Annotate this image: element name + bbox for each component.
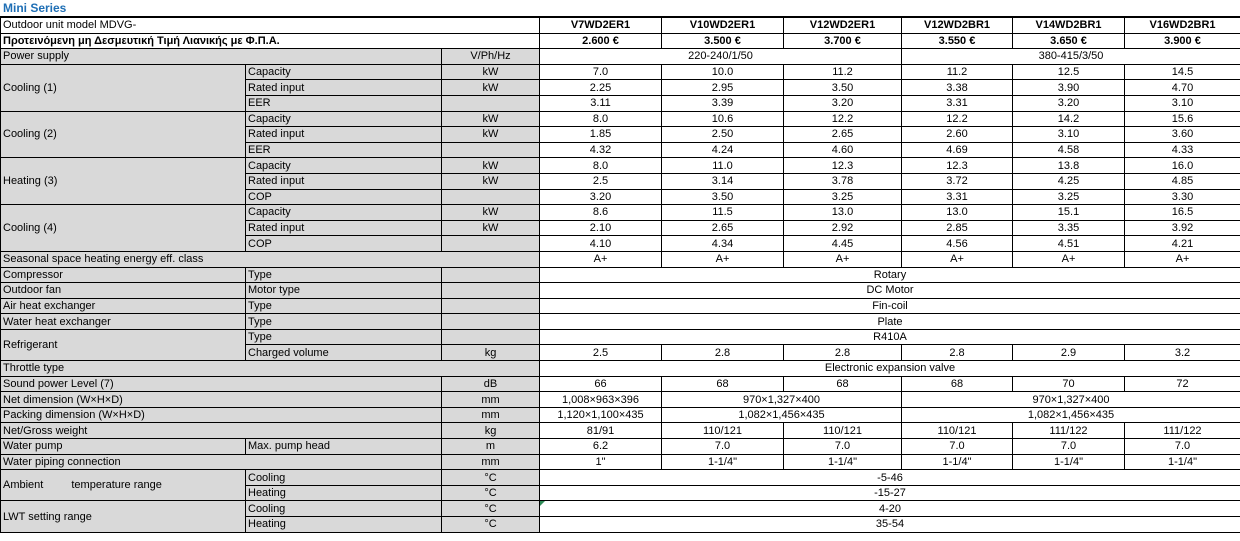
weight-unit: kg (442, 423, 540, 439)
metric-unit: kW (442, 205, 540, 221)
metric-value: 12.5 (1013, 64, 1125, 80)
metric-value: 1.85 (540, 127, 662, 143)
pump-sub: Max. pump head (246, 439, 442, 455)
compressor-value: Rotary (540, 267, 1240, 283)
ambient-heating-label: Heating (246, 485, 442, 501)
weight-value: 111/122 (1013, 423, 1125, 439)
metric-value: 8.0 (540, 158, 662, 174)
power-unit: V/Ph/Hz (442, 49, 540, 65)
metric-unit: kW (442, 111, 540, 127)
metric-value: 4.25 (1013, 173, 1125, 189)
metric-value: 3.20 (540, 189, 662, 205)
model-name: V12WD2ER1 (784, 18, 902, 34)
metric-value: 11.2 (784, 64, 902, 80)
piping-value: 1-1/4" (1125, 454, 1240, 470)
metric-value: 4.85 (1125, 173, 1240, 189)
metric-value: 2.95 (662, 80, 784, 96)
charge-value: 2.8 (662, 345, 784, 361)
price-value: 3.700 € (784, 33, 902, 49)
fan-sub: Motor type (246, 283, 442, 299)
net-dimension-value: 970×1,327×400 (902, 392, 1240, 408)
metric-value: 4.45 (784, 236, 902, 252)
metric-unit (442, 236, 540, 252)
ambient-cooling-unit: °C (442, 470, 540, 486)
metric-value: 13.0 (784, 205, 902, 221)
pump-row (1, 439, 1240, 455)
metric-value: 3.90 (1013, 80, 1125, 96)
metric-value: 2.50 (662, 127, 784, 143)
air-hx-sub: Type (246, 298, 442, 314)
model-name: V16WD2BR1 (1125, 18, 1240, 34)
metric-value: 4.56 (902, 236, 1013, 252)
metric-value: 3.38 (902, 80, 1013, 96)
performance-row (1, 205, 1240, 221)
metric-value: 16.5 (1125, 205, 1240, 221)
metric-value: 4.21 (1125, 236, 1240, 252)
water-hx-value: Plate (540, 314, 1240, 330)
metric-value: 3.20 (1013, 95, 1125, 111)
metric-unit: kW (442, 173, 540, 189)
lwt-cooling-row (1, 501, 1240, 517)
charge-label: Charged volume (246, 345, 442, 361)
piping-value: 1-1/4" (1013, 454, 1125, 470)
weight-value: 110/121 (662, 423, 784, 439)
metric-value: 4.33 (1125, 142, 1240, 158)
metric-value: 3.39 (662, 95, 784, 111)
seasonal-value: A+ (662, 251, 784, 267)
ambient-heating-value: -15-27 (540, 485, 1240, 501)
metric-value: 11.5 (662, 205, 784, 221)
lwt-cooling-unit: °C (442, 501, 540, 517)
metric-value: 2.65 (784, 127, 902, 143)
metric-value: 8.6 (540, 205, 662, 221)
metric-label: EER (246, 142, 442, 158)
metric-value: 4.32 (540, 142, 662, 158)
metric-value: 11.2 (902, 64, 1013, 80)
metric-value: 2.10 (540, 220, 662, 236)
lwt-label: LWT setting range (1, 501, 246, 532)
weight-row (1, 423, 1240, 439)
fan-row (1, 283, 1240, 299)
sound-row (1, 376, 1240, 392)
air-hx-row (1, 298, 1240, 314)
metric-value: 4.69 (902, 142, 1013, 158)
packing-dimension-row (1, 407, 1240, 423)
spec-table (0, 17, 1240, 533)
seasonal-label: Seasonal space heating energy eff. class (1, 251, 540, 267)
packing-dimension-unit: mm (442, 407, 540, 423)
refrigerant-type-value: R410A (540, 329, 1240, 345)
group-label: Cooling (1) (1, 64, 246, 111)
metric-value: 2.25 (540, 80, 662, 96)
power-label: Power supply (1, 49, 442, 65)
weight-value: 81/91 (540, 423, 662, 439)
metric-unit: kW (442, 127, 540, 143)
pump-value: 7.0 (1013, 439, 1125, 455)
power-row (1, 49, 1240, 65)
lwt-cooling-label: Cooling (246, 501, 442, 517)
water-hx-label: Water heat exchanger (1, 314, 246, 330)
charge-value: 2.8 (902, 345, 1013, 361)
metric-value: 7.0 (540, 64, 662, 80)
sound-value: 72 (1125, 376, 1240, 392)
refrigerant-type-label: Type (246, 329, 442, 345)
pump-unit: m (442, 439, 540, 455)
metric-value: 15.6 (1125, 111, 1240, 127)
seasonal-value: A+ (902, 251, 1013, 267)
sheet-title: Mini Series (0, 0, 1240, 17)
metric-value: 3.92 (1125, 220, 1240, 236)
metric-value: 3.31 (902, 95, 1013, 111)
net-dimension-label: Net dimension (W×H×D) (1, 392, 442, 408)
metric-value: 14.2 (1013, 111, 1125, 127)
ambient-cooling-value: -5-46 (540, 470, 1240, 486)
metric-value: 13.0 (902, 205, 1013, 221)
metric-label: Rated input (246, 173, 442, 189)
performance-groups (1, 64, 1240, 251)
weight-value: 110/121 (784, 423, 902, 439)
metric-value: 4.60 (784, 142, 902, 158)
weight-label: Net/Gross weight (1, 423, 442, 439)
pump-value: 7.0 (1125, 439, 1240, 455)
metric-value: 2.85 (902, 220, 1013, 236)
metric-value: 3.10 (1013, 127, 1125, 143)
charge-value: 2.8 (784, 345, 902, 361)
power-value-single-phase: 220-240/1/50 (540, 49, 902, 65)
metric-unit (442, 95, 540, 111)
metric-value: 3.60 (1125, 127, 1240, 143)
metric-value: 4.24 (662, 142, 784, 158)
metric-label: Capacity (246, 111, 442, 127)
pump-label: Water pump (1, 439, 246, 455)
air-hx-label: Air heat exchanger (1, 298, 246, 314)
throttle-label: Throttle type (1, 361, 540, 377)
pump-value: 7.0 (784, 439, 902, 455)
throttle-value: Electronic expansion valve (540, 361, 1240, 377)
group-label: Heating (3) (1, 158, 246, 205)
piping-row (1, 454, 1240, 470)
metric-label: Capacity (246, 205, 442, 221)
metric-unit (442, 142, 540, 158)
model-label: Outdoor unit model MDVG- (1, 18, 540, 34)
piping-unit: mm (442, 454, 540, 470)
lwt-heating-label: Heating (246, 517, 442, 533)
model-row (1, 18, 1240, 34)
pump-value: 7.0 (662, 439, 784, 455)
model-name: V12WD2BR1 (902, 18, 1013, 34)
pump-value: 7.0 (902, 439, 1013, 455)
metric-value: 3.14 (662, 173, 784, 189)
metric-value: 15.1 (1013, 205, 1125, 221)
metric-value: 12.3 (902, 158, 1013, 174)
price-value: 3.500 € (662, 33, 784, 49)
price-label: Προτεινόμενη μη Δεσμευτική Τιμή Λιανικής με Φ.Π.Α. (1, 33, 540, 49)
metric-value: 3.78 (784, 173, 902, 189)
charge-value: 2.5 (540, 345, 662, 361)
metric-value: 3.50 (662, 189, 784, 205)
metric-unit: kW (442, 158, 540, 174)
ambient-heating-unit: °C (442, 485, 540, 501)
seasonal-value: A+ (540, 251, 662, 267)
ambient-label (1, 470, 246, 501)
compressor-sub: Type (246, 267, 442, 283)
packing-dimension-value: 1,120×1,100×435 (540, 407, 662, 423)
metric-value: 16.0 (1125, 158, 1240, 174)
metric-value: 3.25 (1013, 189, 1125, 205)
refrigerant-label: Refrigerant (1, 329, 246, 360)
metric-label: Rated input (246, 80, 442, 96)
metric-value: 4.51 (1013, 236, 1125, 252)
seasonal-value: A+ (1125, 251, 1240, 267)
metric-value: 4.70 (1125, 80, 1240, 96)
piping-value: 1-1/4" (902, 454, 1013, 470)
seasonal-value: A+ (784, 251, 902, 267)
compressor-row (1, 267, 1240, 283)
fan-value: DC Motor (540, 283, 1240, 299)
model-name: V10WD2ER1 (662, 18, 784, 34)
packing-dimension-value: 1,082×1,456×435 (662, 407, 902, 423)
group-label: Cooling (4) (1, 205, 246, 252)
piping-label: Water piping connection (1, 454, 442, 470)
performance-row (1, 158, 1240, 174)
piping-value: 1" (540, 454, 662, 470)
metric-value: 14.5 (1125, 64, 1240, 80)
metric-value: 2.5 (540, 173, 662, 189)
model-name: V14WD2BR1 (1013, 18, 1125, 34)
metric-value: 3.30 (1125, 189, 1240, 205)
metric-value: 11.0 (662, 158, 784, 174)
metric-value: 8.0 (540, 111, 662, 127)
metric-value: 3.31 (902, 189, 1013, 205)
model-name: V7WD2ER1 (540, 18, 662, 34)
metric-value: 13.8 (1013, 158, 1125, 174)
metric-value: 3.50 (784, 80, 902, 96)
metric-label: EER (246, 95, 442, 111)
sound-value: 70 (1013, 376, 1125, 392)
packing-dimension-value: 1,082×1,456×435 (902, 407, 1240, 423)
metric-value: 3.35 (1013, 220, 1125, 236)
group-label: Cooling (2) (1, 111, 246, 158)
net-dimension-unit: mm (442, 392, 540, 408)
metric-value: 3.25 (784, 189, 902, 205)
net-dimension-value: 970×1,327×400 (662, 392, 902, 408)
charge-value: 3.2 (1125, 345, 1240, 361)
metric-unit: kW (442, 220, 540, 236)
refrigerant-type-row (1, 329, 1240, 345)
metric-value: 2.92 (784, 220, 902, 236)
metric-value: 3.20 (784, 95, 902, 111)
metric-label: Capacity (246, 158, 442, 174)
price-value: 2.600 € (540, 33, 662, 49)
weight-value: 111/122 (1125, 423, 1240, 439)
performance-row (1, 111, 1240, 127)
metric-label: COP (246, 189, 442, 205)
packing-dimension-label: Packing dimension (W×H×D) (1, 407, 442, 423)
lwt-heating-unit: °C (442, 517, 540, 533)
weight-value: 110/121 (902, 423, 1013, 439)
compressor-label: Compressor (1, 267, 246, 283)
sound-value: 68 (784, 376, 902, 392)
price-value: 3.900 € (1125, 33, 1240, 49)
sound-value: 68 (662, 376, 784, 392)
water-hx-row (1, 314, 1240, 330)
metric-value: 3.10 (1125, 95, 1240, 111)
lwt-heating-value: 35-54 (540, 517, 1240, 533)
price-value: 3.650 € (1013, 33, 1125, 49)
sound-value: 66 (540, 376, 662, 392)
metric-unit (442, 189, 540, 205)
seasonal-row (1, 251, 1240, 267)
net-dimension-row (1, 392, 1240, 408)
performance-row (1, 64, 1240, 80)
metric-value: 4.10 (540, 236, 662, 252)
ambient-label-a: Ambient (3, 479, 44, 492)
metric-label: COP (246, 236, 442, 252)
metric-value: 12.3 (784, 158, 902, 174)
sound-label: Sound power Level (7) (1, 376, 442, 392)
ambient-label-b: temperature range (71, 479, 162, 492)
piping-value: 1-1/4" (784, 454, 902, 470)
price-value: 3.550 € (902, 33, 1013, 49)
metric-value: 12.2 (902, 111, 1013, 127)
metric-label: Capacity (246, 64, 442, 80)
metric-unit: kW (442, 64, 540, 80)
metric-value: 2.65 (662, 220, 784, 236)
air-hx-value: Fin-coil (540, 298, 1240, 314)
metric-value: 12.2 (784, 111, 902, 127)
metric-value: 10.0 (662, 64, 784, 80)
sound-value: 68 (902, 376, 1013, 392)
water-hx-sub: Type (246, 314, 442, 330)
metric-unit: kW (442, 80, 540, 96)
pump-value: 6.2 (540, 439, 662, 455)
power-value-three-phase: 380-415/3/50 (902, 49, 1240, 65)
piping-value: 1-1/4" (662, 454, 784, 470)
throttle-row (1, 361, 1240, 377)
seasonal-value: A+ (1013, 251, 1125, 267)
metric-value: 2.60 (902, 127, 1013, 143)
metric-value: 4.34 (662, 236, 784, 252)
metric-value: 4.58 (1013, 142, 1125, 158)
metric-value: 3.11 (540, 95, 662, 111)
net-dimension-value: 1,008×963×396 (540, 392, 662, 408)
lwt-cooling-value: 4-20 (540, 501, 1240, 517)
ambient-cooling-label: Cooling (246, 470, 442, 486)
fan-label: Outdoor fan (1, 283, 246, 299)
sound-unit: dB (442, 376, 540, 392)
ambient-cooling-row (1, 470, 1240, 486)
metric-label: Rated input (246, 127, 442, 143)
metric-label: Rated input (246, 220, 442, 236)
charge-value: 2.9 (1013, 345, 1125, 361)
metric-value: 3.72 (902, 173, 1013, 189)
metric-value: 10.6 (662, 111, 784, 127)
price-row (1, 33, 1240, 49)
charge-unit: kg (442, 345, 540, 361)
